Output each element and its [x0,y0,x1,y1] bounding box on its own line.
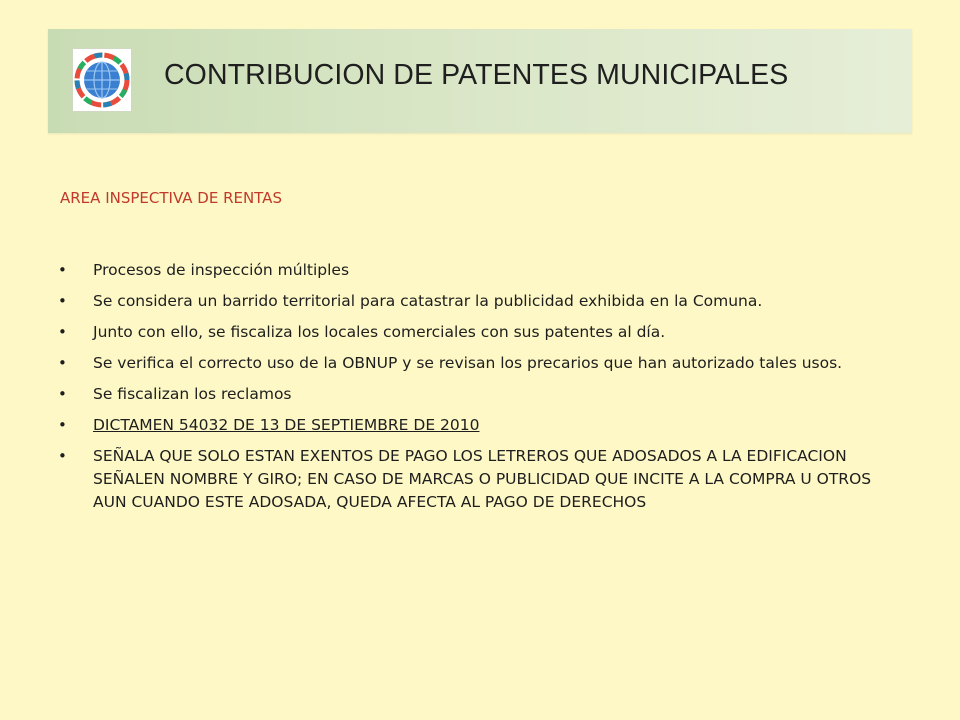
bullet-icon: • [58,323,67,341]
list-item-text: SEÑALA QUE SOLO ESTAN EXENTOS DE PAGO LOS LETREROS QUE ADOSADOS A LA EDIFICACION SEÑALEN NOMBRE Y GIRO; EN CASO DE MARCAS O PUBLICIDAD QUE INCITE A LA COMPRA U OTROS AUN CUANDO ESTE ADOSADA, QUEDA AFECTA AL PAGO DE DERECHOS [93,447,872,511]
bullet-list [58,259,898,522]
bullet-icon: • [58,385,67,403]
list-item [58,259,898,282]
bullet-icon: • [58,292,67,310]
bullet-icon: • [58,261,67,279]
list-item [58,383,898,406]
list-item [58,352,898,375]
list-item-text: Se verifica el correcto uso de la OBNUP y se revisan los precarios que han autorizado tales usos. [93,354,843,372]
list-item [58,414,898,437]
list-item-text: Se considera un barrido territorial para catastrar la publicidad exhibida en la Comuna. [93,292,763,310]
list-item-text: Procesos de inspección múltiples [93,261,350,279]
list-item [58,445,898,514]
list-item [58,321,898,344]
list-item-text: Junto con ello, se fiscaliza los locales comerciales con sus patentes al día. [93,323,666,341]
bullet-icon: • [58,416,67,434]
globe-people-logo-icon [72,48,132,112]
bullet-icon: • [58,354,67,372]
page-title: CONTRIBUCION DE PATENTES MUNICIPALES [164,59,789,91]
section-heading: AREA INSPECTIVA DE RENTAS [60,189,282,207]
dictamen-reference: DICTAMEN 54032 DE 13 DE SEPTIEMBRE DE 2010 [93,416,480,434]
list-item [58,290,898,313]
bullet-icon: • [58,447,67,465]
list-item-text: Se fiscalizan los reclamos [93,385,292,403]
title-banner [48,29,912,133]
